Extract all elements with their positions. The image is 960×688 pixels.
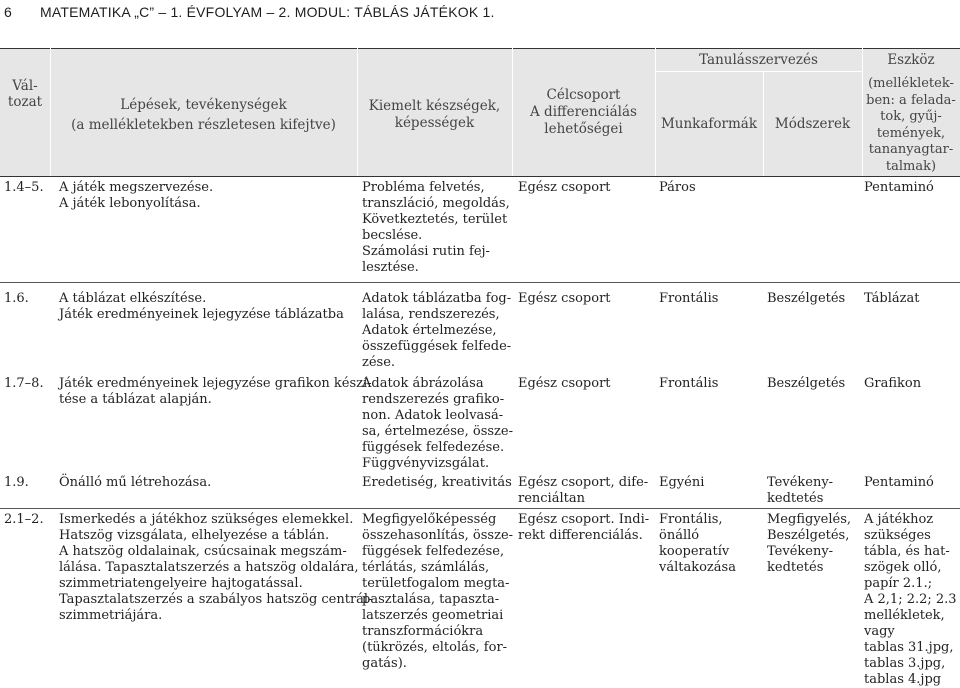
cell-line: A játék lebonyolítása. bbox=[59, 196, 201, 211]
cell-line: Frontális bbox=[659, 376, 719, 391]
cell-line: A 2,1; 2.2; 2.3 bbox=[864, 592, 957, 607]
cell-valtozat bbox=[4, 512, 44, 528]
cell-modszer bbox=[767, 475, 833, 507]
cell-line: Egész csoport, dife- bbox=[518, 475, 649, 490]
cell-lepesek bbox=[59, 512, 372, 624]
cell-line: Beszélgetés, bbox=[767, 528, 850, 543]
cell-line: Frontális, bbox=[659, 512, 723, 527]
cell-line: tablas 4.jpg bbox=[864, 672, 942, 687]
cell-lepesek bbox=[59, 180, 213, 212]
cell-line: transzformációkra bbox=[362, 624, 484, 639]
cell-line: Játék eredményeinek lejegyzése grafikon készí- bbox=[59, 376, 372, 391]
cell-line: Tevékeny- bbox=[767, 544, 834, 559]
cell-celcsoport bbox=[518, 376, 611, 392]
cell-line: Pentaminó bbox=[864, 180, 934, 195]
cell-line: transzláció, megoldás, bbox=[362, 196, 510, 211]
cell-modszer bbox=[767, 291, 845, 307]
cell-line: szükséges bbox=[864, 528, 931, 543]
cell-lepesek bbox=[59, 376, 372, 408]
cell-line: Számolási rutin fej- bbox=[362, 244, 490, 259]
header-eszkoz-description: (mellékletek- ben: a felada- tok, gyűj- temények, tananyagtar- talmak) bbox=[866, 76, 956, 174]
header-celcsoport: Célcsoport A differenciálás lehetőségei bbox=[530, 87, 637, 137]
cell-line: Páros bbox=[659, 180, 696, 195]
header-modszerek: Módszerek bbox=[774, 116, 851, 132]
page-title: MATEMATIKA „C” – 1. ÉVFOLYAM – 2. MODUL: TÁBLÁS JÁTÉKOK 1. bbox=[40, 4, 495, 20]
cell-valtozat bbox=[4, 180, 44, 196]
cell-line: renciáltan bbox=[518, 491, 585, 506]
cell-line: lálása. Tapasztalatszerzés a hatszög oldalára, bbox=[59, 560, 359, 575]
cell-line: gatás). bbox=[362, 656, 407, 671]
cell-line: Következtetés, terület bbox=[362, 212, 508, 227]
header-eszkoz: Eszköz bbox=[887, 52, 935, 68]
cell-line: Egész csoport bbox=[518, 376, 611, 391]
cell-line: pasztalása, tapaszta- bbox=[362, 592, 500, 607]
cell-eszkoz bbox=[864, 180, 934, 196]
cell-line: sa, értelmezése, össze- bbox=[362, 424, 513, 439]
cell-line: 1.9. bbox=[4, 475, 29, 490]
cell-line: mellékletek, bbox=[864, 608, 945, 623]
header-tanulasszervezes: Tanulásszervezés bbox=[699, 52, 818, 68]
cell-line: önálló bbox=[659, 528, 700, 543]
cell-line: függések felfedezése. bbox=[362, 440, 505, 455]
cell-line: lesztése. bbox=[362, 260, 419, 275]
cell-line: Egyéni bbox=[659, 475, 705, 490]
cell-valtozat bbox=[4, 376, 44, 392]
cell-line: összefüggések felfede- bbox=[362, 339, 512, 354]
cell-kepessegek bbox=[362, 475, 512, 491]
cell-munkaforma bbox=[659, 376, 718, 392]
cell-line: Adatok értelmezése, bbox=[362, 323, 497, 338]
cell-line: szimmetriájára. bbox=[59, 608, 163, 623]
cell-line: A játékhoz bbox=[864, 512, 934, 527]
cell-line: lalása, rendszerezés, bbox=[362, 307, 500, 322]
cell-line: latszerzés geometriai bbox=[362, 608, 504, 623]
cell-line: Önálló mű létrehozása. bbox=[59, 475, 212, 490]
cell-celcsoport bbox=[518, 475, 648, 507]
cell-line: váltakozása bbox=[659, 560, 736, 575]
cell-line: kooperatív bbox=[659, 544, 730, 559]
cell-line: Ismerkedés a játékhoz szükséges elemekkel. bbox=[59, 512, 354, 527]
cell-line: Megfigyelőképesség bbox=[362, 512, 497, 527]
page-number: 6 bbox=[4, 4, 12, 20]
cell-lepesek bbox=[59, 475, 211, 491]
cell-eszkoz bbox=[864, 291, 919, 307]
cell-line: rendszerezés grafiko- bbox=[362, 392, 505, 407]
cell-kepessegek bbox=[362, 512, 513, 672]
cell-lepesek bbox=[59, 291, 344, 323]
cell-line: non. Adatok leolvasá- bbox=[362, 408, 504, 423]
cell-eszkoz bbox=[864, 475, 934, 491]
cell-line: tablas 3.jpg, bbox=[864, 656, 946, 671]
row-divider bbox=[0, 508, 960, 509]
cell-line: Megfigyelés, bbox=[767, 512, 852, 527]
cell-line: vagy bbox=[864, 624, 895, 639]
cell-line: Beszélgetés bbox=[767, 291, 846, 306]
cell-celcsoport bbox=[518, 180, 611, 196]
cell-kepessegek bbox=[362, 180, 510, 276]
cell-line: A játék megszervezése. bbox=[59, 180, 214, 195]
cell-line: térlátás, számlálás, bbox=[362, 560, 490, 575]
cell-line: Táblázat bbox=[864, 291, 920, 306]
cell-line: Eredetiség, kreativitás bbox=[362, 475, 512, 490]
cell-line: tábla, és hat- bbox=[864, 544, 950, 559]
cell-line: tablas 31.jpg, bbox=[864, 640, 954, 655]
cell-line: rekt differenciálás. bbox=[518, 528, 643, 543]
header-valtozat: Vál- tozat bbox=[7, 78, 43, 110]
cell-line: papír 2.1.; bbox=[864, 576, 933, 591]
cell-munkaforma bbox=[659, 475, 704, 491]
header-subdivider bbox=[655, 71, 862, 72]
cell-celcsoport bbox=[518, 291, 611, 307]
cell-eszkoz bbox=[864, 512, 957, 688]
cell-line: tése a táblázat alapján. bbox=[59, 392, 212, 407]
header-lepesek: Lépések, tevékenységek (a mellékletekben részletesen kifejtve) bbox=[71, 97, 336, 133]
header-kiemelt-kepessegek: Kiemelt készségek, képességek bbox=[368, 98, 501, 131]
cell-line: Tapasztalatszerzés a szabályos hatszög centrál- bbox=[59, 592, 373, 607]
table-header-rule bbox=[0, 176, 960, 177]
cell-line: Probléma felvetés, bbox=[362, 180, 485, 195]
cell-celcsoport bbox=[518, 512, 649, 544]
cell-modszer bbox=[767, 512, 851, 576]
cell-line: 2.1–2. bbox=[4, 512, 44, 527]
cell-line: Grafikon bbox=[864, 376, 922, 391]
cell-eszkoz bbox=[864, 376, 921, 392]
cell-line: függések felfedezése, bbox=[362, 544, 505, 559]
cell-munkaforma bbox=[659, 291, 718, 307]
cell-line: Függvényvizsgálat. bbox=[362, 456, 490, 471]
cell-line: zése. bbox=[362, 355, 396, 370]
cell-line: szimmetriatengelyeire hajtogatással. bbox=[59, 576, 303, 591]
cell-line: Frontális bbox=[659, 291, 719, 306]
cell-line: kedtetés bbox=[767, 560, 824, 575]
cell-line: Játék eredményeinek lejegyzése táblázatba bbox=[59, 307, 344, 322]
cell-line: A hatszög oldalainak, csúcsainak megszám- bbox=[59, 544, 347, 559]
cell-line: 1.4–5. bbox=[4, 180, 44, 195]
header-munkaformak: Munkaformák bbox=[660, 116, 758, 132]
cell-line: 1.6. bbox=[4, 291, 29, 306]
cell-line: összehasonlítás, össze- bbox=[362, 528, 514, 543]
cell-line: Egész csoport bbox=[518, 291, 611, 306]
cell-line: (tükrözés, eltolás, for- bbox=[362, 640, 508, 655]
cell-line: területfogalom megta- bbox=[362, 576, 510, 591]
cell-line: Adatok ábrázolása bbox=[362, 376, 484, 391]
cell-line: A táblázat elkészítése. bbox=[59, 291, 207, 306]
cell-valtozat bbox=[4, 475, 29, 491]
cell-line: kedtetés bbox=[767, 491, 824, 506]
cell-line: Egész csoport bbox=[518, 180, 611, 195]
page-header bbox=[0, 4, 960, 22]
cell-munkaforma bbox=[659, 180, 696, 196]
cell-kepessegek bbox=[362, 376, 513, 472]
cell-line: szögek olló, bbox=[864, 560, 942, 575]
cell-kepessegek bbox=[362, 291, 511, 371]
cell-line: Adatok táblázatba fog- bbox=[362, 291, 512, 306]
cell-line: Tevékeny- bbox=[767, 475, 834, 490]
cell-munkaforma bbox=[659, 512, 736, 576]
cell-line: Egész csoport. Indi- bbox=[518, 512, 650, 527]
cell-line: Pentaminó bbox=[864, 475, 934, 490]
table-top-rule bbox=[0, 48, 960, 49]
cell-line: becslése. bbox=[362, 228, 423, 243]
cell-line: Beszélgetés bbox=[767, 376, 846, 391]
cell-line: 1.7–8. bbox=[4, 376, 44, 391]
cell-modszer bbox=[767, 376, 845, 392]
row-divider bbox=[0, 282, 960, 283]
cell-valtozat bbox=[4, 291, 29, 307]
cell-line: Hatszög vizsgálata, elhelyezése a táblán. bbox=[59, 528, 330, 543]
